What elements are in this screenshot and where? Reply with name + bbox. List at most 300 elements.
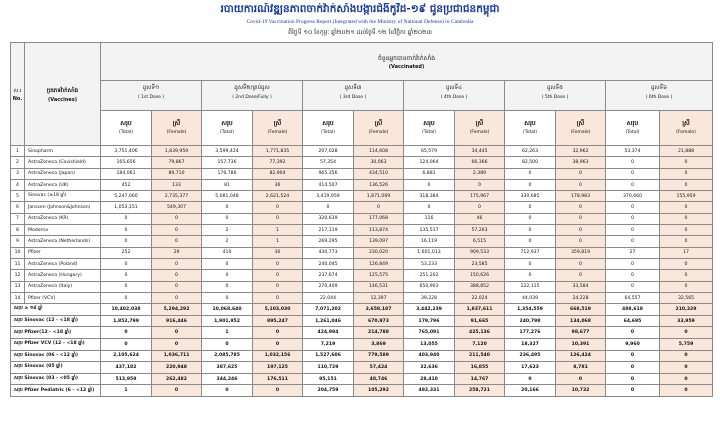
sub-header-total-en: (Total) [219,130,235,135]
female-value: 79,867 [152,157,202,168]
female-value: 895,247 [253,315,303,327]
dose-label-en: ( 6th Dose ) [645,95,673,100]
table-row [11,270,713,281]
total-value: 16,119 [404,236,455,247]
total-value: 10,402,038 [101,304,152,316]
female-value: 2,389 [455,168,505,179]
sub-header-female-en: (Female) [267,130,288,135]
total-value: 39,228 [404,292,455,303]
female-value: 48,746 [354,373,404,385]
female-value: 214,788 [354,327,404,339]
total-value: 0 [101,258,152,269]
female-value: 0 [253,338,303,350]
dose-label-en: ( 2nd Dose/Fully ) [232,95,272,100]
total-value: 318,384 [404,191,455,202]
total-value: 0 [606,385,660,397]
dose-label-km: ដូសទី៦ [650,85,668,91]
sub-header-total-en: (Total) [625,130,640,135]
total-value: 82,500 [505,157,556,168]
female-value: 779,589 [354,350,404,362]
sub-header-female-km: ស្រី [374,120,383,127]
female-value: 211,540 [455,350,505,362]
total-value: 5,081,048 [202,191,253,202]
female-value: 16,855 [455,362,505,374]
table-row [11,225,713,236]
female-value: 909,533 [455,247,505,258]
female-value: 0 [253,281,303,292]
total-value: 0 [505,225,556,236]
row-number: 4 [11,179,25,190]
total-value: 3,442,239 [404,304,455,316]
female-value: 262,482 [152,373,202,385]
total-value: 176,786 [202,168,253,179]
female-value: 1,032,156 [253,350,303,362]
vaccine-name: Pfizer [25,247,101,258]
female-value: 359,819 [556,247,606,258]
summary-label: សរុប Sinovac (05 ឆ្នាំ) [11,362,101,374]
dose-header-6 [606,81,713,111]
summary-label: សរុប Sinovac (12 - <18 ឆ្នាំ) [11,315,101,327]
total-value: 62,263 [505,146,556,157]
row-number: 14 [11,292,25,303]
female-value: 197,125 [253,362,303,374]
sub-header-female-en: (Female) [570,130,591,135]
female-value: 0 [152,236,202,247]
total-value: 217,119 [303,225,354,236]
total-value: 124,064 [404,157,455,168]
female-value: 105,292 [354,385,404,397]
female-value: 0 [660,362,713,374]
sub-header-total-km: សរុប [524,120,536,127]
female-value: 0 [556,258,606,269]
total-value: 1,053,151 [101,202,152,213]
total-value: 0 [101,292,152,303]
total-value: 110,729 [303,362,354,374]
female-value: 668,519 [556,304,606,316]
female-value: 0 [455,179,505,190]
table-row [11,236,713,247]
dose-header-1 [101,81,202,111]
vaccine-name: AstraZeneca (Hungary) [25,270,101,281]
total-value: 424,984 [303,327,354,339]
row-number: 7 [11,213,25,224]
female-value: 7,120 [455,338,505,350]
total-value: 17,623 [505,362,556,374]
total-value: 0 [606,213,660,224]
vaccine-name: AstraZeneca (Japan) [25,168,101,179]
female-value: 150,626 [455,270,505,281]
female-value: 38,963 [556,157,606,168]
total-value: 712,937 [505,247,556,258]
total-value: 0 [606,157,660,168]
female-value: 10,391 [556,338,606,350]
female-value: 5,103,030 [253,304,303,316]
row-number: 3 [11,168,25,179]
total-value: 236,495 [505,350,556,362]
female-value: 0 [152,385,202,397]
summary-row [11,315,713,327]
sub-header-total-km: សរុប [423,120,435,127]
row-number: 6 [11,202,25,213]
female-value: 0 [556,179,606,190]
female-value: 0 [152,258,202,269]
total-value: 0 [202,270,253,281]
female-value: 0 [556,236,606,247]
sub-header-female-en: (Female) [469,130,490,135]
female-value: 434,510 [354,168,404,179]
total-value: 1,527,606 [303,350,354,362]
row-number: 11 [11,258,25,269]
total-value: 57,354 [303,157,354,168]
female-value: 0 [455,202,505,213]
table-row [11,168,713,179]
female-value: 0 [152,338,202,350]
row-number: 9 [11,236,25,247]
female-value: 0 [253,202,303,213]
female-value: 77,392 [253,157,303,168]
dose-label-en: ( 4th Dose ) [440,95,468,100]
total-value: 0 [202,338,253,350]
total-value: 0 [505,270,556,281]
total-value: 0 [606,281,660,292]
summary-label: សរុប Pfizer VCV (12 - <18 ឆ្នាំ) [11,338,101,350]
summary-row [11,304,713,316]
female-value: 0 [556,373,606,385]
female-value: 6,515 [455,236,505,247]
female-value: 178,983 [556,191,606,202]
summary-row [11,327,713,339]
total-value: 513,959 [101,373,152,385]
female-value: 5,294,292 [152,304,202,316]
total-value: 0 [202,258,253,269]
total-value: 0 [101,281,152,292]
table-row [11,179,713,190]
female-value: 5,759 [660,338,713,350]
col-vaccine-km: ប្រភេទវ៉ាក់សាំង [46,88,79,94]
female-value: 0 [253,292,303,303]
total-value: 330,685 [505,191,556,202]
total-value: 270,409 [303,281,354,292]
total-value: 344,246 [202,373,253,385]
total-value: 116 [404,213,455,224]
total-value: 387,625 [202,362,253,374]
summary-row [11,350,713,362]
sub-header-total [404,111,455,146]
dose-label-en: ( 3rd Dose ) [339,95,367,100]
female-value: 0 [152,281,202,292]
female-value: 0 [152,270,202,281]
sub-header-total-km: សរុប [120,120,132,127]
female-value: 0 [660,225,713,236]
female-value: 0 [253,385,303,397]
total-value: 0 [202,281,253,292]
female-value: 0 [660,202,713,213]
female-value: 177,068 [354,213,404,224]
total-value: 0 [606,202,660,213]
vaccine-name: AstraZeneca (KR) [25,213,101,224]
dose-label-km: ដូសទី៣ [344,85,362,91]
total-value: 0 [606,270,660,281]
female-value: 114,608 [354,146,404,157]
summary-label: សរុប Pfizer Pediatric (6 - <12 ឆ្នាំ) [11,385,101,397]
total-value: 0 [101,338,152,350]
sub-header-female-km: ស្រី [682,120,690,127]
female-value: 258,721 [455,385,505,397]
female-value: 176,511 [253,373,303,385]
row-number: 12 [11,270,25,281]
total-value: 7,071,202 [303,304,354,316]
female-value: 0 [660,385,713,397]
female-value: 139,097 [354,236,404,247]
female-value: 30,063 [354,157,404,168]
female-value: 916,446 [152,315,202,327]
total-value: 0 [606,327,660,339]
sub-header-total-en: (Total) [320,130,336,135]
sub-header-female-en: (Female) [676,130,696,135]
sub-header-female [354,111,404,146]
total-value: 370,660 [606,191,660,202]
total-value: 28,410 [404,373,455,385]
female-value: 175,967 [455,191,505,202]
total-value: 65,579 [404,146,455,157]
sub-header-female [660,111,713,146]
total-value: 0 [202,292,253,303]
total-value: 22,044 [303,292,354,303]
summary-label: សរុប ≥ ១៨ ឆ្នាំ [11,304,101,316]
female-value: 230,020 [354,247,404,258]
female-value: 34,445 [455,146,505,157]
total-value: 0 [606,373,660,385]
total-value: 437,182 [101,362,152,374]
female-value: 46 [455,213,505,224]
total-value: 240,798 [505,315,556,327]
row-number: 8 [11,225,25,236]
female-value: 0 [660,157,713,168]
female-value: 136,526 [354,179,404,190]
total-value: 64,557 [606,292,660,303]
report-title-en: Covid-19 Vaccination Progress Report (Integrated with the Ministry of National Defense) in Cambodia [246,19,474,25]
summary-row [11,385,713,397]
dose-label-km: ដូសទី៤ [445,85,463,91]
sub-header-female-en: (Female) [166,130,187,135]
table-row [11,157,713,168]
female-value: 155,959 [660,191,713,202]
sub-header-female [455,111,505,146]
total-value: 0 [303,202,354,213]
total-value: 5,247,060 [101,191,152,202]
total-value: 3,599,424 [202,146,253,157]
total-value: 177,276 [505,327,556,339]
total-value: 0 [606,168,660,179]
female-value: 670,973 [354,315,404,327]
dose-header-3 [303,81,404,111]
female-value: 29 [152,247,202,258]
col-vaccine-en: (Vaccines) [47,97,78,103]
total-value: 20,166 [505,385,556,397]
female-value: 21,888 [660,146,713,157]
female-value: 1 [253,225,303,236]
female-value: 0 [660,213,713,224]
female-value: 0 [253,327,303,339]
female-value: 0 [253,270,303,281]
female-value: 0 [660,270,713,281]
table-row [11,258,713,269]
total-value: 0 [505,179,556,190]
vaccine-name: AstraZeneca (UK) [25,179,101,190]
report-date-range: ពីថ្ងៃទី ១០ ខែកុម្ភៈ ឆ្នាំ២០២១ ដល់ថ្ងៃទី ១២ ខែវិច្ឆិកា ឆ្នាំ២០២៣ [288,29,432,36]
vaccine-name: AstraZeneca (Italy) [25,281,101,292]
female-value: 98,677 [556,327,606,339]
total-value: 0 [404,179,455,190]
total-value: 240,045 [303,258,354,269]
female-value: 3,869 [354,338,404,350]
vaccine-name: AstraZeneca (Netherlands) [25,236,101,247]
sub-header-total [202,111,253,146]
total-value: 2,085,785 [202,350,253,362]
total-value: 3,751,406 [101,146,152,157]
female-value: 33,959 [660,315,713,327]
female-value: 89,710 [152,168,202,179]
vaccine-name: AstraZeneca (Poland) [25,258,101,269]
total-value: 252 [101,247,152,258]
total-value: 81 [202,179,253,190]
female-value: 210,329 [660,304,713,316]
female-value: 36 [253,179,303,190]
female-value: 0 [354,202,404,213]
total-value: 452 [101,179,152,190]
female-value: 146,531 [354,281,404,292]
total-value: 765,091 [404,327,455,339]
summary-label: សរុប Sinovac (06 - <12 ឆ្នាំ) [11,350,101,362]
female-value: 126,849 [354,258,404,269]
report-title-km: របាយការណ៍វឌ្ឍនភាពចាក់វ៉ាក់សាំងបង្ការជំងឺកូវីដ-១៩ ជូនប្រជាជនកម្ពុជា [220,3,500,15]
total-value: 0 [202,385,253,397]
female-value: 0 [152,213,202,224]
vaccine-name: Moderna [25,225,101,236]
sub-header-total-km: សរុប [221,120,233,127]
female-value: 22,024 [455,292,505,303]
sub-header-total-km: សរុប [322,120,334,127]
total-value: 237,674 [303,270,354,281]
table-row [11,191,713,202]
total-value: 0 [606,236,660,247]
sub-header-female-en: (Female) [368,130,389,135]
sub-header-total [101,111,152,146]
total-value: 207,028 [303,146,354,157]
sub-header-total-en: (Total) [118,130,134,135]
table-row [11,247,713,258]
sub-header-total [505,111,556,146]
sub-header-total-km: សរុប [626,120,639,127]
total-value: 32,636 [404,362,455,374]
total-value: 0 [606,179,660,190]
total-value: 414,507 [303,179,354,190]
total-value: 0 [606,362,660,374]
table-row [11,292,713,303]
row-number: 13 [11,281,25,292]
total-value: 135,517 [404,225,455,236]
female-value: 57,424 [354,362,404,374]
female-value: 0 [556,213,606,224]
summary-row [11,338,713,350]
female-value: 0 [253,258,303,269]
row-number: 5 [11,191,25,202]
dose-label-km: ដូសទី១ [142,85,160,91]
dose-label-km: ដូសទី៥ [546,85,564,91]
female-value: 82,904 [253,168,303,179]
summary-row [11,373,713,385]
sub-header-female-km: ស្រី [172,120,181,127]
female-value: 14,767 [455,373,505,385]
col-vaccine-header [25,43,101,146]
female-value: 66,366 [455,157,505,168]
female-value: 0 [660,373,713,385]
female-value: 0 [253,213,303,224]
row-number: 1 [11,146,25,157]
female-value: 0 [556,202,606,213]
total-value: 0 [101,213,152,224]
table-row [11,213,713,224]
female-value: 1 [253,236,303,247]
total-value: 157,736 [202,157,253,168]
table-row [11,146,713,157]
total-value: 492,331 [404,385,455,397]
total-value: 965,356 [303,168,354,179]
total-value: 0 [505,213,556,224]
female-value: 134,068 [556,315,606,327]
female-value: 57,263 [455,225,505,236]
vaccine-name: AstraZeneca (Covishield) [25,157,101,168]
female-value: 133 [152,179,202,190]
female-value: 3,658,187 [354,304,404,316]
total-value: 53,374 [606,146,660,157]
total-value: 430,773 [303,247,354,258]
total-value: 3,419,959 [303,191,354,202]
female-value: 32,565 [660,292,713,303]
female-value: 388,852 [455,281,505,292]
dose-label-en: ( 5th Dose ) [541,95,569,100]
vaccinated-en: (Vaccinated) [388,63,425,70]
sub-header-female [152,111,202,146]
female-value: 23,585 [455,258,505,269]
table-row [11,281,713,292]
total-value: 0 [505,258,556,269]
total-value: 7,219 [303,338,354,350]
female-value: 126,424 [556,350,606,362]
sub-header-total-en: (Total) [522,130,538,135]
female-value: 0 [556,225,606,236]
female-value: 0 [556,168,606,179]
female-value: 0 [556,270,606,281]
female-value: 0 [152,292,202,303]
total-value: 179,796 [404,315,455,327]
female-value: 0 [660,350,713,362]
total-value: 0 [101,225,152,236]
female-value: 91,665 [455,315,505,327]
female-value: 10,732 [556,385,606,397]
total-value: 2 [202,236,253,247]
dose-header-2 [202,81,303,111]
female-value: 0 [660,168,713,179]
sub-header-female [556,111,606,146]
total-value: 0 [505,168,556,179]
female-value: 12,397 [354,292,404,303]
col-no-en: No. [12,95,23,102]
total-value: 0 [101,270,152,281]
female-value: 2,621,524 [253,191,303,202]
total-value: 1,261,046 [303,315,354,327]
female-value: 425,136 [455,327,505,339]
